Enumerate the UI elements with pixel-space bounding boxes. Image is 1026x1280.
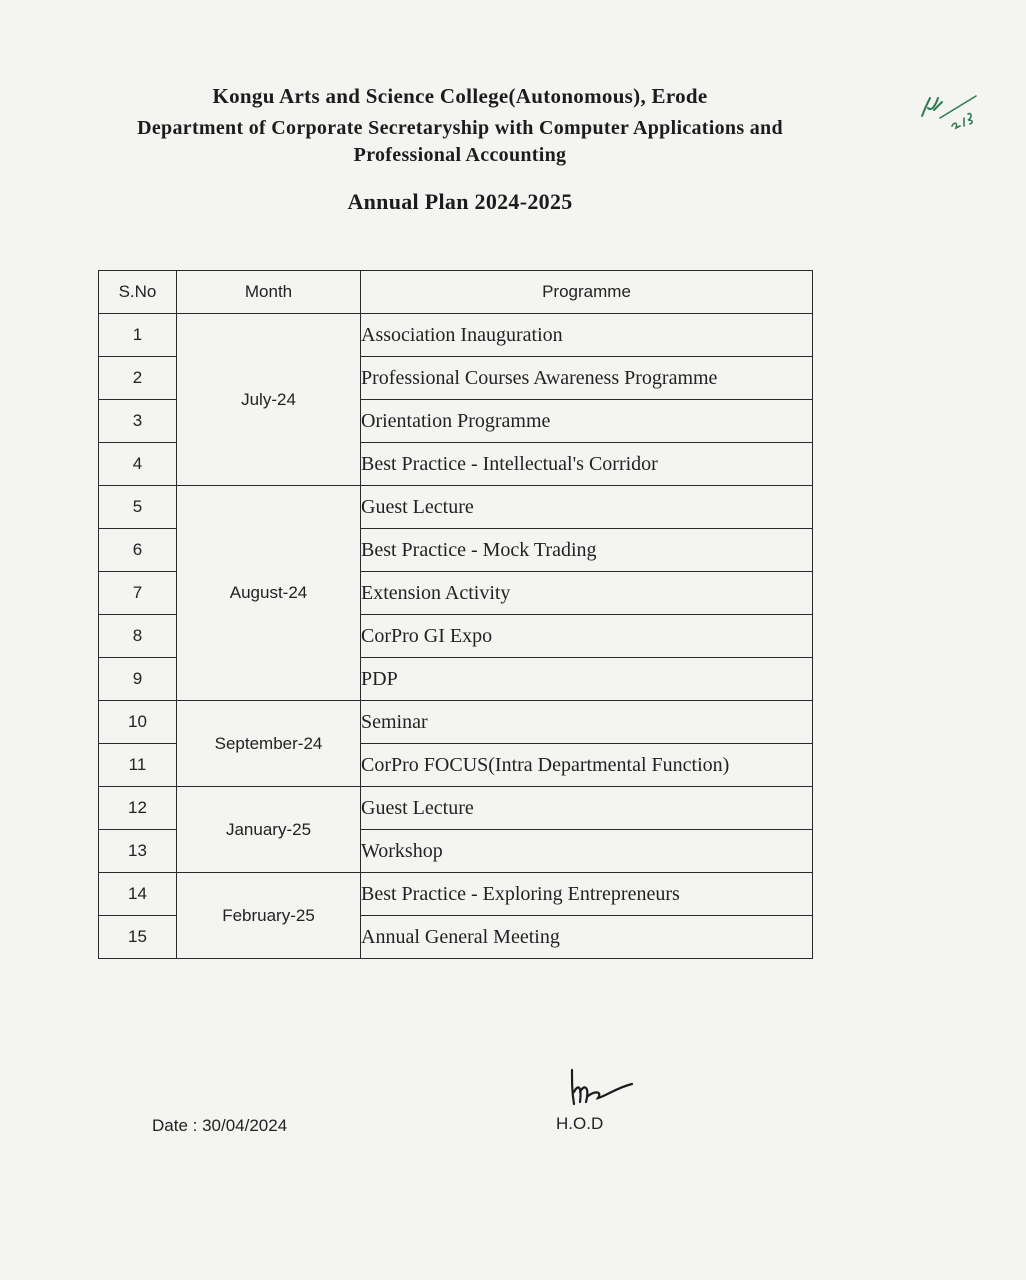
column-header-programme: Programme (361, 271, 813, 314)
table-row (99, 787, 813, 830)
sno-cell: 1 (99, 314, 177, 357)
month-cell: January-25 (177, 787, 361, 873)
month-cell: August-24 (177, 486, 361, 701)
column-header-month: Month (177, 271, 361, 314)
department-name-line1: Department of Corporate Secretaryship with Computer Applications and (137, 117, 783, 139)
programme-cell: Orientation Programme (361, 400, 813, 443)
sno-cell: 2 (99, 357, 177, 400)
programme-cell: Seminar (361, 701, 813, 744)
document-header (0, 84, 920, 215)
table-row (99, 486, 813, 529)
hod-label: H.O.D (556, 1114, 604, 1133)
department-name-line2: Professional Accounting (353, 144, 567, 166)
sno-cell: 4 (99, 443, 177, 486)
programme-cell: CorPro GI Expo (361, 615, 813, 658)
sno-cell: 8 (99, 615, 177, 658)
sno-cell: 13 (99, 830, 177, 873)
programme-cell: Guest Lecture (361, 486, 813, 529)
sno-cell: 6 (99, 529, 177, 572)
column-header-sno: S.No (99, 271, 177, 314)
college-name: Kongu Arts and Science College(Autonomous), Erode (212, 84, 708, 108)
programme-cell: Extension Activity (361, 572, 813, 615)
table-body (99, 314, 813, 959)
sno-cell: 5 (99, 486, 177, 529)
document-date: Date : 30/04/2024 (152, 1116, 288, 1135)
table-row (99, 701, 813, 744)
programme-cell: PDP (361, 658, 813, 701)
sno-cell: 7 (99, 572, 177, 615)
sno-cell: 12 (99, 787, 177, 830)
programme-cell: Guest Lecture (361, 787, 813, 830)
programme-cell: Annual General Meeting (361, 916, 813, 959)
hod-signature (562, 1062, 634, 1110)
programme-cell: Workshop (361, 830, 813, 873)
programme-cell: Best Practice - Mock Trading (361, 529, 813, 572)
plan-title: Annual Plan 2024-2025 (347, 189, 573, 214)
sno-cell: 14 (99, 873, 177, 916)
handwritten-initials-mark (918, 88, 990, 136)
programme-cell: Best Practice - Exploring Entrepreneurs (361, 873, 813, 916)
programme-cell: Professional Courses Awareness Programme (361, 357, 813, 400)
table-row (99, 873, 813, 916)
sno-cell: 9 (99, 658, 177, 701)
table-row (99, 314, 813, 357)
sno-cell: 3 (99, 400, 177, 443)
table-header-row (99, 271, 813, 314)
programme-cell: CorPro FOCUS(Intra Departmental Function) (361, 744, 813, 787)
sno-cell: 11 (99, 744, 177, 787)
programme-cell: Association Inauguration (361, 314, 813, 357)
month-cell: July-24 (177, 314, 361, 486)
month-cell: February-25 (177, 873, 361, 959)
programme-cell: Best Practice - Intellectual's Corridor (361, 443, 813, 486)
month-cell: September-24 (177, 701, 361, 787)
annual-plan-table (98, 270, 813, 959)
sno-cell: 15 (99, 916, 177, 959)
sno-cell: 10 (99, 701, 177, 744)
